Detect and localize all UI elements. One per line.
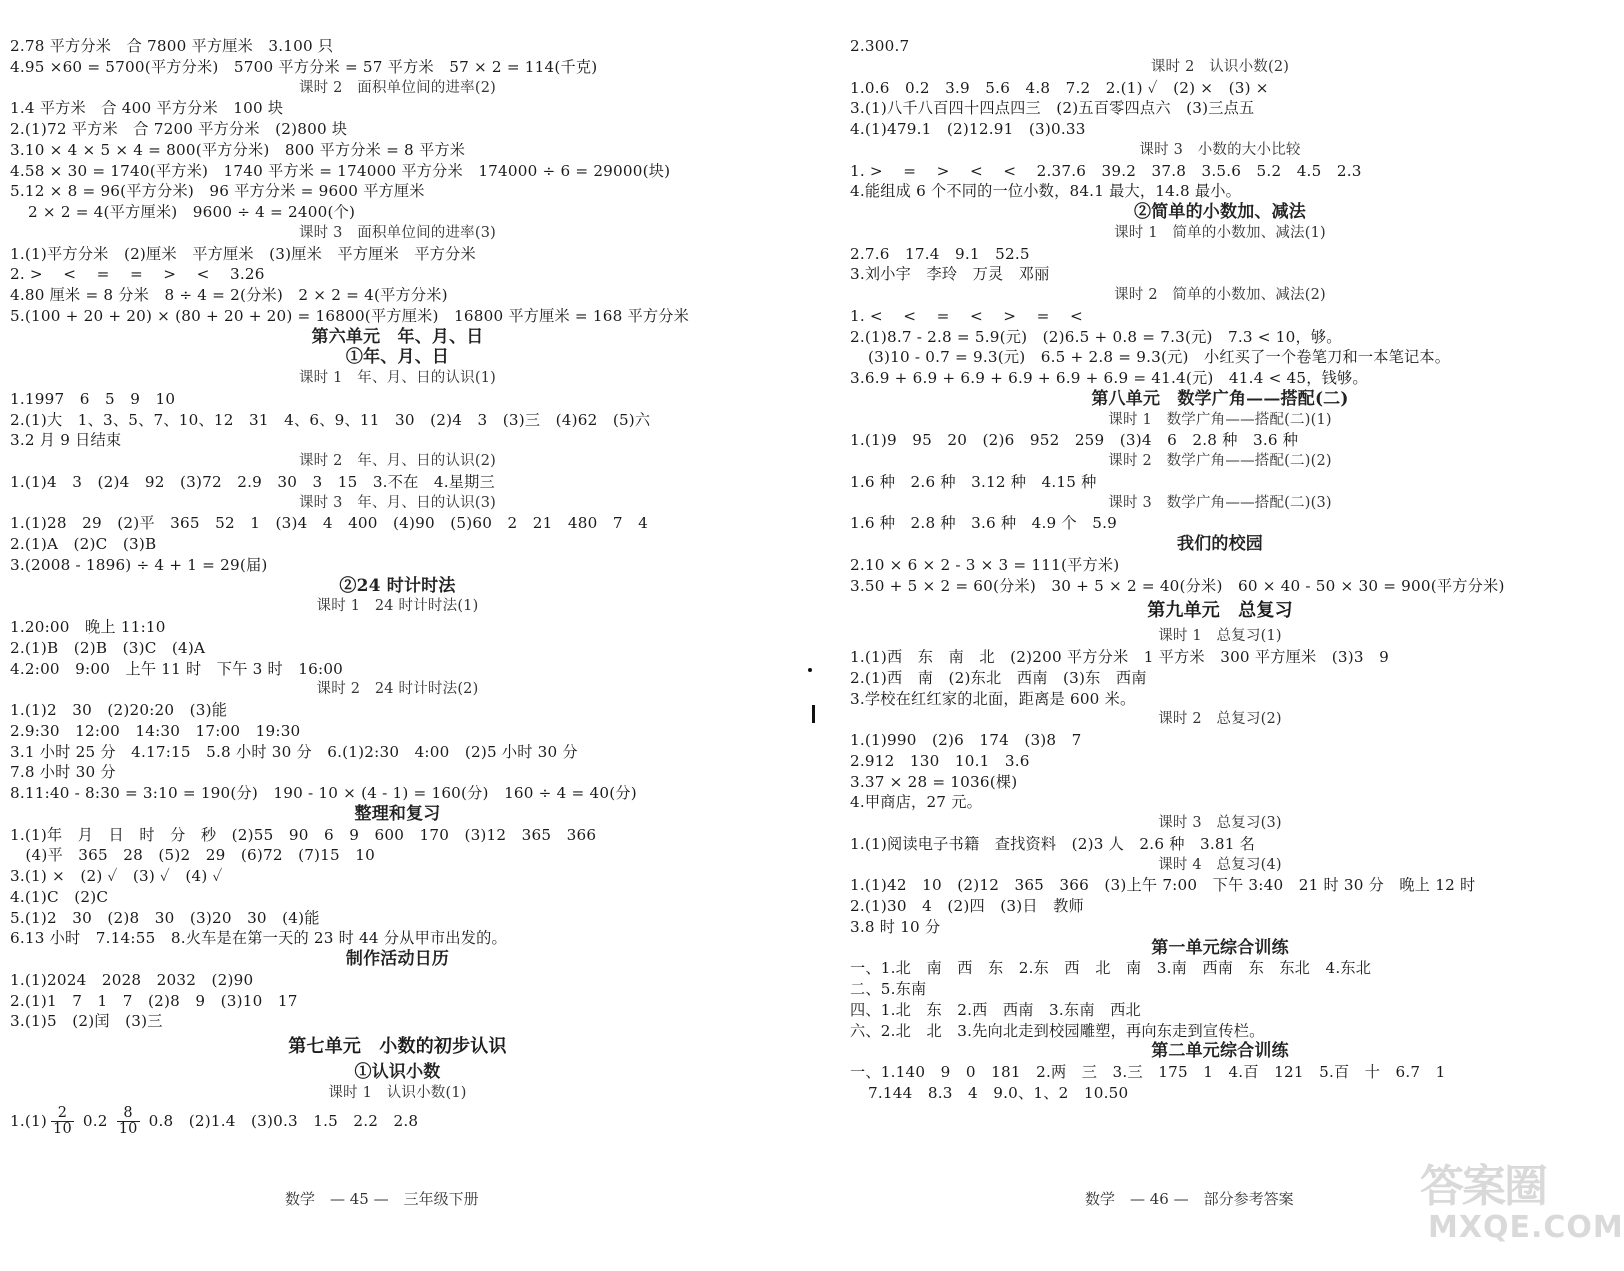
answer-line: 4.(1)479.1 (2)12.91 (3)0.33 [850,120,1086,138]
lesson-heading: 课时 3 小数的大小比较 [1139,141,1301,158]
watermark-logo [1420,1150,1624,1265]
lesson-heading: 课时 1 认识小数(1) [328,1084,467,1101]
lesson-heading: 课时 2 数学广角——搭配(二)(2) [1108,453,1332,469]
unit-heading: 第九单元 总复习 [1147,600,1293,622]
fraction [51,1106,74,1137]
answer-line: 4.58 × 30 = 1740(平方米) 1740 平方米 = 174000 平方分米 174000 ÷ 6 = 29000(块) [10,161,671,180]
answer-line: 2.(1)72 平方米 合 7200 平方分米 (2)800 块 [10,120,348,138]
answer-line: 3.1 小时 25 分 4.17:15 5.8 小时 30 分 6.(1)2:30 4:00 (2)5 小时 30 分 [10,742,578,761]
fraction-numerator: 8 [117,1106,140,1122]
answer-line: 1.(1)年 月 日 时 分 秒 (2)55 90 6 9 600 170 (3)12 365 366 [10,825,597,844]
answer-line: 1.(1)42 10 (2)12 365 366 (3)上午 7:00 下午 3:40 21 时 30 分 晚上 12 时 [850,876,1476,895]
lesson-heading: 课时 2 年、月、日的认识(2) [298,453,497,469]
answer-line: 2.(1)8.7 - 2.8 = 5.9(元) (2)6.5 + 0.8 = 7.3(元) 7.3 < 10，够。 [850,327,1342,346]
scan-mark [812,705,815,723]
answer-line: 5.(1)2 30 (2)8 30 (3)20 30 (4)能 [10,908,320,927]
answer-line: 3.8 时 10 分 [850,917,941,936]
answer-line: 3.2 月 9 日结束 [10,431,122,450]
answer-line: 1.(1)平方分米 (2)厘米 平方厘米 (3)厘米 平方厘米 平方分米 [10,244,476,263]
answer-line: 1.(1)阅读电子书籍 查找资料 (2)3 人 2.6 种 3.81 名 [850,834,1256,853]
answer-line: 2.7.6 17.4 9.1 52.5 [850,244,1030,263]
answer-line: 3.学校在红红家的北面，距离是 600 米。 [850,689,1136,708]
lesson-heading: 课时 3 年、月、日的认识(3) [298,494,497,511]
section-heading: 第八单元 数学广角——搭配(二) [1091,388,1349,409]
answer-line: 2. > < = = > < 3.26 [10,265,265,284]
answer-line: 2.300.7 [850,37,910,55]
answer-text: 1.(1) [10,1111,48,1130]
answer-line: 4.2:00 9:00 上午 11 时 下午 3 时 16:00 [10,659,344,678]
answer-line: 1.(1)2 30 (2)20:20 (3)能 [10,701,228,719]
answer-line: 2.(1)西 南 (2)东北 西南 (3)东 西南 [850,668,1147,687]
answer-line: 5.12 × 8 = 96(平方分米) 96 平方分米 = 9600 平方厘米 [10,182,425,201]
answer-line: 3.(1) × (2) ✓ (3) ✓ (4) ✓ [10,867,223,885]
answer-line: 3.(1)八千八百四十四点四三 (2)五百零四点六 (3)三点五 [850,99,1255,118]
answer-line: 1.(1)28 29 (2)平 365 52 1 (3)4 4 400 (4)90 (5)60 2 21 480 7 4 [10,514,648,533]
answer-line: 4.甲商店，27 元。 [850,793,982,812]
answer-line: 一、1.140 9 0 181 2.两 三 3.三 175 1 4.百 121 5.百 十 6.7 1 [850,1063,1446,1081]
section-heading: 第六单元 年、月、日 [311,326,484,347]
section-heading: 整理和复习 [354,803,441,824]
answer-line: 二、5.东南 [850,980,927,998]
answer-line: 1.1997 6 5 9 10 [10,389,176,408]
answer-text: 0.2 [82,1111,108,1130]
answer-line: 1.(1)西 东 南 北 (2)200 平方分米 1 平方米 300 平方厘米 (3)3 9 [850,648,1389,666]
scan-mark [808,668,812,672]
lesson-heading: 课时 3 总复习(3) [1158,815,1282,831]
lesson-heading: 课时 3 面积单位间的进率(3) [298,224,497,241]
lesson-heading: 课时 2 认识小数(2) [1150,58,1290,75]
answer-line: 2.9:30 12:00 14:30 17:00 19:30 [10,721,301,740]
answer-line: 六、2.北 北 3.先向北走到校园雕塑，再向东走到宣传栏。 [850,1021,1265,1040]
answer-line [10,1104,785,1138]
answer-line: 2.10 × 6 × 2 - 3 × 3 = 111(平方米) [850,555,1120,574]
answer-line: 3.(1)5 (2)闰 (3)三 [10,1012,163,1031]
answer-line: 1.0.6 0.2 3.9 5.6 4.8 7.2 2.(1) ✓ (2) × (3) × [850,78,1269,97]
answer-line: 2 × 2 = 4(平方厘米) 9600 ÷ 4 = 2400(个) [28,203,356,221]
answer-line: 4.(1)C (2)C [10,887,109,906]
section-heading: 制作活动日历 [345,949,450,969]
answer-line: 2.(1)30 4 (2)四 (3)日 教师 [850,897,1084,915]
answer-line: 1.(1)990 (2)6 174 (3)8 7 [850,731,1082,749]
section-heading: ②24 时计时法 [339,575,456,596]
right-page [850,36,1590,1196]
section-heading: ①认识小数 [354,1062,441,1082]
answer-line: 1.4 平方米 合 400 平方分米 100 块 [10,99,284,118]
answer-line: 3.50 + 5 × 2 = 60(分米) 30 + 5 × 2 = 40(分米) 60 × 40 - 50 × 30 = 900(平方分米) [850,576,1505,595]
answer-line: 2.(1)A (2)C (3)B [10,535,157,553]
section-heading: 我们的校园 [1177,534,1263,554]
footer-right: 数学 — 46 — 部分参考答案 [1085,1190,1294,1208]
unit-heading: 第七单元 小数的初步认识 [288,1036,507,1057]
section-heading: 第一单元综合训练 [1151,937,1289,958]
answer-line: 2.(1)大 1、3、5、7、10、12 31 4、6、9、11 30 (2)4 3 (3)三 (4)62 (5)六 [10,410,651,429]
lesson-heading: 课时 1 数学广角——搭配(二)(1) [1108,411,1332,428]
answer-line: 1.(1)4 3 (2)4 92 (3)72 2.9 30 3 15 3.不在 4.星期三 [10,472,495,491]
answer-line: 4.80 厘米 = 8 分米 8 ÷ 4 = 2(分米) 2 × 2 = 4(平方分米) [10,286,448,304]
answer-line: 1.6 种 2.6 种 3.12 种 4.15 种 [850,472,1097,491]
answer-line: 一、1.北 南 西 东 2.东 西 北 南 3.南 西南 东 东北 4.东北 [850,959,1372,978]
lesson-heading: 课时 2 24 时计时法(2) [316,681,479,698]
answer-line: (4)平 365 28 (5)2 29 (6)72 (7)15 10 [10,846,376,865]
lesson-heading: 课时 2 总复习(2) [1158,711,1282,728]
fraction-numerator: 2 [51,1106,74,1122]
fraction [117,1106,140,1137]
answer-text: 0.8 (2)1.4 (3)0.3 1.5 2.2 2.8 [148,1111,419,1130]
lesson-heading: 课时 4 总复习(4) [1158,856,1282,873]
watermark-url: MXQE.COM [1428,1210,1624,1245]
answer-line: 4.能组成 6 个不同的一位小数，84.1 最大，14.8 最小。 [850,182,1242,201]
answer-line: 7.144 8.3 4 9.0、1、2 10.50 [868,1083,1129,1102]
footer-left: 数学 — 45 — 三年级下册 [285,1190,479,1208]
lesson-heading: 课时 1 简单的小数加、减法(1) [1114,224,1326,241]
fraction-denominator: 10 [53,1121,72,1137]
watermark-logo-text: 答案圈 [1420,1161,1546,1212]
lesson-heading: 课时 1 24 时计时法(1) [316,598,479,615]
answer-line: 1.6 种 2.8 种 3.6 种 4.9 个 5.9 [850,514,1117,533]
fraction-denominator: 10 [118,1121,138,1137]
answer-line: 6.13 小时 7.14:55 8.火车是在第一天的 23 时 44 分从甲市出发的。 [10,929,507,948]
answer-line: 5.(100 + 20 + 20) × (80 + 20 + 20) = 16800(平方厘米) 16800 平方厘米 = 168 平方分米 [10,306,690,325]
answer-line: 1.(1)9 95 20 (2)6 952 259 (3)4 6 2.8 种 3.6 种 [850,431,1299,450]
answer-line: 1. < < = < > = < [850,306,1083,325]
lesson-heading: 课时 1 总复习(1) [1158,628,1282,645]
answer-line: 1.20:00 晚上 11:10 [10,618,166,636]
answer-line: 7.8 小时 30 分 [10,763,116,782]
answer-line: 3.37 × 28 = 1036(棵) [850,772,1018,791]
lesson-heading: 课时 2 简单的小数加、减法(2) [1114,287,1326,303]
answer-line: (3)10 - 0.7 = 9.3(元) 6.5 + 2.8 = 9.3(元) 小红买了一个卷笔刀和一本笔记本。 [868,348,1451,367]
answer-line: 2.(1)B (2)B (3)C (4)A [10,638,206,657]
answer-line: 2.(1)1 7 1 7 (2)8 9 (3)10 17 [10,991,298,1010]
answer-line: 3.(2008 - 1896) ÷ 4 + 1 = 29(届) [10,555,268,574]
answer-line: 2.912 130 10.1 3.6 [850,751,1030,770]
section-heading: 第二单元综合训练 [1151,1041,1289,1062]
left-page [10,36,785,1196]
lesson-heading: 课时 1 年、月、日的认识(1) [298,370,497,386]
section-heading: ②简单的小数加、减法 [1134,202,1306,222]
lesson-heading: 课时 3 数学广角——搭配(二)(3) [1108,494,1332,511]
answer-line: 1. > = > < < 2.37.6 39.2 37.8 3.5.6 5.2 4.5 2.3 [850,161,1362,180]
answer-line: 3.10 × 4 × 5 × 4 = 800(平方分米) 800 平方分米 = 8 平方米 [10,140,466,159]
answer-line: 8.11:40 - 8:30 = 3:10 = 190(分) 190 - 10 × (4 - 1) = 160(分) 160 ÷ 4 = 40(分) [10,784,637,802]
answer-line: 2.78 平方分米 合 7800 平方厘米 3.100 只 [10,37,334,55]
section-heading: ①年、月、日 [345,347,450,368]
lesson-heading: 课时 2 面积单位间的进率(2) [298,79,497,96]
answer-line: 1.(1)2024 2028 2032 (2)90 [10,970,254,989]
answer-line: 4.95 ×60 = 5700(平方分米) 5700 平方分米 = 57 平方米 57 × 2 = 114(千克) [10,57,598,76]
answer-line: 3.6.9 + 6.9 + 6.9 + 6.9 + 6.9 + 6.9 = 41.4(元) 41.4 < 45，钱够。 [850,369,1368,387]
answer-line: 四、1.北 东 2.西 西南 3.东南 西北 [850,1000,1141,1019]
answer-line: 3.刘小宇 李玲 万灵 邓丽 [850,265,1050,284]
